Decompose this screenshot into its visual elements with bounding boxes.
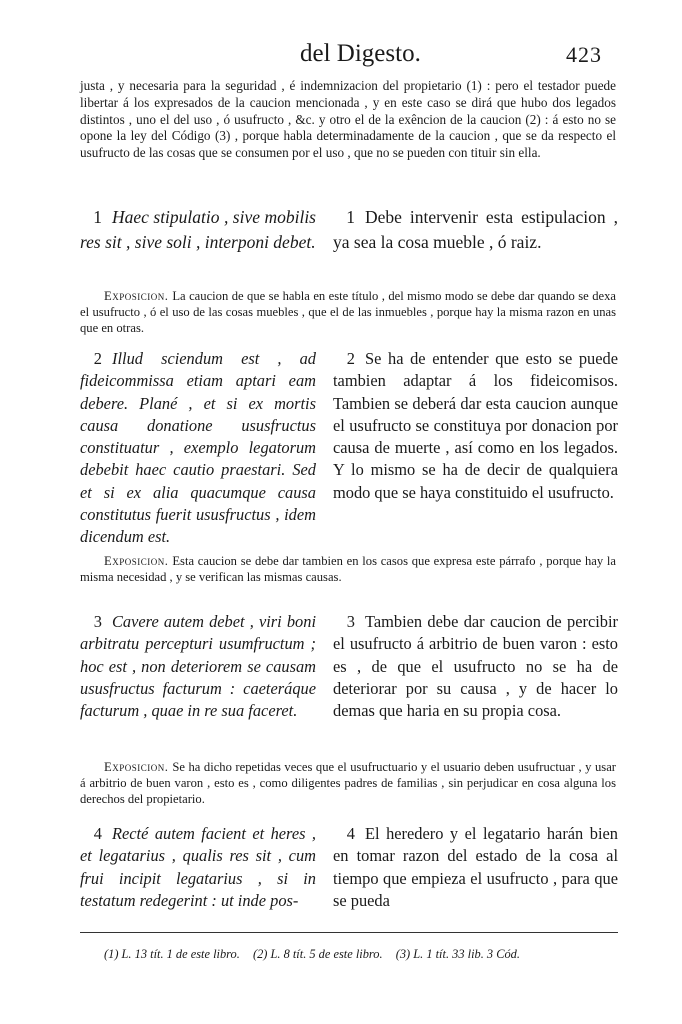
exposicion-label: Exposicion.	[104, 289, 169, 303]
exposicion-1	[80, 288, 616, 336]
exposicion-2	[80, 553, 616, 585]
intro-text: justa , y necesaria para la seguridad , é indemnizacion del propietario (1) : pero el testador puede libertar á los expresados de la caucion mencionada , y en este caso se dirá que hubo dos legados distintos , uno el del uso , ó usufructo , &c. y otro el de la exêncion de la caucion (2) : á esto no se opone la ley del Código (3) , porque habla determinadamente de la caucion , que se da respecto el usufructo de las cosas que se consumen por el uso , que no se pueden con tituir sin ella.	[80, 78, 616, 161]
exposicion-text: Esta caucion se debe dar tambien en los casos que expresa este párrafo , porque hay la misma necesidad , y se verifican las mismas causas.	[80, 554, 616, 584]
latin-number: 4	[93, 824, 102, 843]
running-title: del Digesto.	[300, 40, 421, 67]
spanish-column	[333, 205, 618, 254]
latin-column	[80, 823, 316, 912]
spanish-number: 1	[346, 207, 355, 227]
latin-text: Cavere autem debet , viri boni arbitratu percepturi usumfructum ; hoc est , non deteriorem se causam ususfructus facturum : caeteráque facturum , quae in re sua faceret.	[80, 612, 316, 721]
latin-column	[80, 611, 316, 722]
latin-text: Haec stipulatio , sive mobilis res sit , sive soli , interponi debet.	[80, 207, 316, 252]
spanish-number: 3	[346, 612, 355, 631]
spanish-text: Tambien debe dar caucion de percibir el usufructo á arbitrio de buen varon : esto es , de que el usufructo no se ha de deteriorar por su causa , y de hacer lo demas que haria en su propia cosa.	[333, 612, 618, 721]
latin-number: 3	[93, 612, 102, 631]
latin-text: Illud sciendum est , ad fideicommissa etiam aptari eam debere. Plané , et si ex mortis causa donatione ususfructus constituatur , exemplo legatorum debebit haec cautio praestari. Sed et si ex alia quacumque causa constitutus fuerit ususfructus , idem dicendum est.	[80, 349, 316, 547]
page-header	[0, 38, 682, 72]
latin-column	[80, 348, 316, 549]
spanish-column	[333, 611, 618, 722]
exposicion-3	[80, 759, 616, 807]
exposicion-text: La caucion de que se habla en este título , del mismo modo se debe dar quando se dexa el usufructo , ó el uso de las cosas muebles , que el de las inmuebles , porque hay la misma razon en unas que en otras.	[80, 289, 616, 335]
spanish-text: Debe intervenir esta estipulacion , ya sea la cosa mueble , ó raiz.	[333, 207, 618, 252]
latin-number: 1	[93, 207, 102, 227]
footnote-1: (1) L. 13 tít. 1 de este libro.	[104, 947, 240, 961]
spanish-number: 2	[346, 349, 355, 368]
latin-number: 2	[93, 349, 102, 368]
page-number: 423	[566, 42, 602, 67]
spanish-text: El heredero y el legatario harán bien en tomar razon del estado de la cosa al tiempo que empieza el usufructo , para que se pueda	[333, 824, 618, 910]
footnote-2: (2) L. 8 tít. 5 de este libro.	[252, 947, 383, 961]
spanish-number: 4	[346, 824, 355, 843]
footnote-3: (3) L. 1 tít. 33 lib. 3 Cód.	[395, 947, 520, 961]
exposicion-label: Exposicion.	[104, 760, 169, 774]
footnote-rule	[80, 932, 618, 933]
exposicion-text: Se ha dicho repetidas veces que el usufructuario y el usuario deben usufructuar , y usar á arbitrio de buen varon , esto es , como diligentes padres de familias , sin perjudicar en cosa alguna los derechos del propietario.	[80, 760, 616, 806]
spanish-column	[333, 823, 618, 912]
footnotes	[104, 947, 624, 962]
intro-paragraph	[80, 78, 616, 162]
spanish-column	[333, 348, 618, 504]
latin-text: Recté autem facient et heres , et legatarius , qualis res sit , cum frui incipit legatarius , si in testatum redegerint : ut inde pos-	[80, 824, 316, 910]
spanish-text: Se ha de entender que esto se puede tambien adaptar á los fideicomisos. Tambien se deberá dar esta caucion aunque el usufructo se constituya por donacion por causa de muerte , así como en los legados. Y lo mismo se ha de decir de qualquiera modo que se haya constituido el usufructo.	[333, 349, 618, 502]
latin-column	[80, 205, 316, 254]
exposicion-label: Exposicion.	[104, 554, 169, 568]
